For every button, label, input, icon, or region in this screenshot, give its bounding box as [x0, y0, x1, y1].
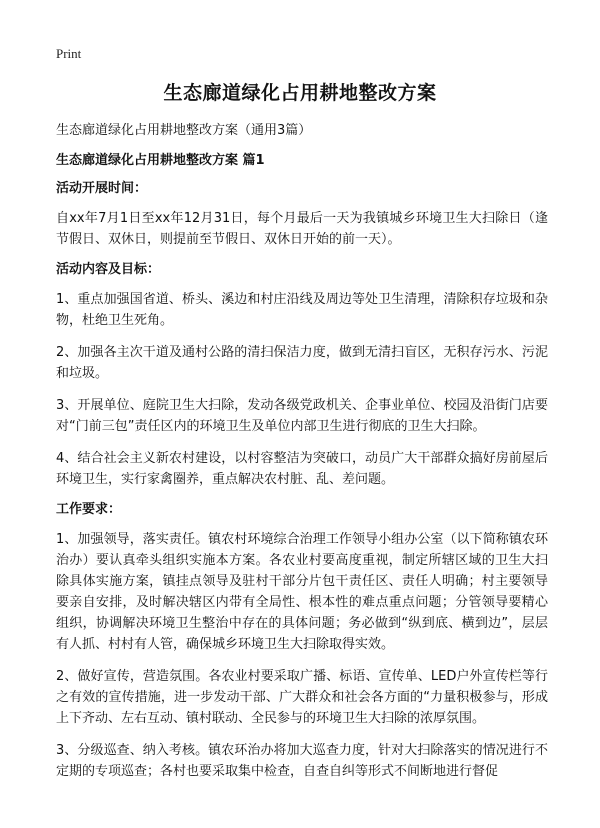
content-item-3: 3、开展单位、庭院卫生大扫除，发动各级党政机关、企事业单位、校园及沿街门店要对“门前三包”责任区内的环境卫生及单位内部卫生进行彻底的卫生大扫除。	[56, 398, 548, 434]
print-label: Print	[56, 46, 82, 61]
heading-activity-time: 活动开展时间：	[56, 181, 148, 196]
content-item-1: 1、重点加强国省道、桥头、溪边和村庄沿线及周边等处卫生清理，清除积存垃圾和杂物，杜绝卫生死角。	[56, 292, 548, 328]
requirement-item-1: 1、加强领导，落实责任。镇农村环境综合治理工作领导小组办公室（以下简称镇农环治办）要认真牵头组织实施本方案。各农业村要高度重视，制定所辖区域的卫生大扫除具体实施方案，镇挂点领导及驻村干部分片包干责任区、责任人明确；村主要领导要亲自安排，及时解决辖区内带有全局性、根本性的难点重点问题；分管领导要精心组织，协调解决环境卫生整治中存在的具体问题；务必做到“纵到底、横到边”，层层有人抓、村村有人管，确保城乡环境卫生大扫除取得实效。	[56, 532, 548, 652]
heading-work-requirements: 工作要求：	[56, 502, 122, 517]
section-title: 生态廊道绿化占用耕地整改方案 篇1	[56, 153, 265, 168]
heading-activity-content: 活动内容及目标：	[56, 262, 161, 277]
requirement-item-3: 3、分级巡查、纳入考核。镇农环治办将加大巡查力度，针对大扫除落实的情况进行不定期的专项巡查；各村也要采取集中检查，自查自纠等形式不间断地进行督促	[56, 743, 548, 779]
content-item-2: 2、加强各主次干道及通村公路的清扫保洁力度，做到无清扫盲区，无积存污水、污泥和垃圾。	[56, 345, 548, 381]
content-item-4: 4、结合社会主义新农村建设，以村容整洁为突破口，动员广大干部群众搞好房前屋后环境卫生，实行家禽圈养，重点解决农村脏、乱、差问题。	[56, 451, 548, 487]
paragraph-activity-time: 自xx年7月1日至xx年12月31日，每个月最后一天为我镇城乡环境卫生大扫除日（逢节假日、双休日，则提前至节假日、双休日开始的前一天）。	[56, 211, 548, 247]
document-title: 生态廊道绿化占用耕地整改方案	[163, 82, 437, 104]
document-body	[56, 122, 548, 793]
document-subtitle: 生态廊道绿化占用耕地整改方案（通用3篇）	[56, 123, 312, 138]
requirement-item-2: 2、做好宣传，营造氛围。各农业村要采取广播、标语、宣传单、LED户外宣传栏等行之有效的宣传措施，进一步发动干部、广大群众和社会各方面的“力量积极参与，形成上下齐动、左右互动、镇村联动、全民参与的环境卫生大扫除的浓厚氛围。	[56, 669, 548, 726]
